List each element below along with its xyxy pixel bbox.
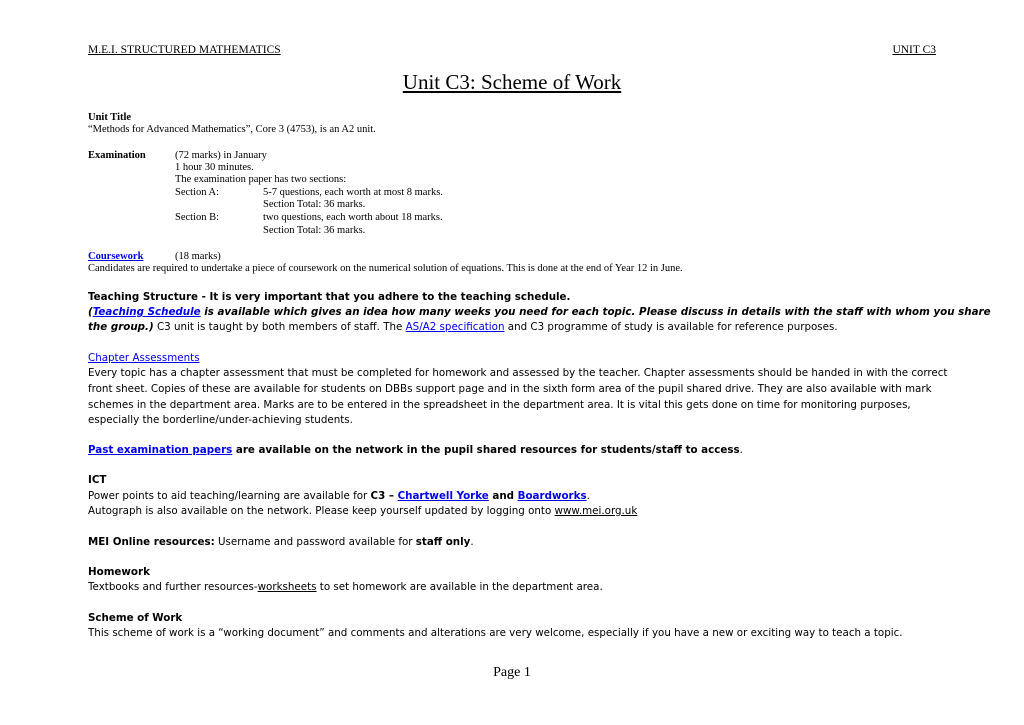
past-papers-end: . (739, 444, 743, 456)
teaching-structure-line2 (88, 304, 991, 320)
mei-online-end: . (470, 536, 474, 548)
section-a-label: Section A: (175, 187, 220, 198)
homework-line (88, 579, 603, 595)
mei-online-text: Username and password available for (214, 536, 416, 548)
scheme-heading: Scheme of Work (88, 612, 183, 624)
past-papers-link[interactable]: Past examination papers (88, 444, 233, 456)
homework-text-after: to set homework are available in the department area. (316, 581, 603, 593)
chapter-assessments-line1: Every topic has a chapter assessment that must be completed for homework and assessed by the teacher. Chapter assessments should be handed in with the correct (88, 367, 948, 379)
the-group-text: the group.) (88, 321, 154, 333)
chapter-assessments-line4: especially the borderline/under-achieving students. (88, 414, 353, 426)
unit-title-heading: Unit Title (88, 112, 132, 123)
teaching-schedule-text: is available which gives an idea how many weeks you need for each topic. Please discuss in details with the staff with whom you share (200, 306, 991, 318)
chapter-assessments-line3: schemes in the department area. Marks are to be entered in the spreadsheet in the department area. It is vital this gets done on time for monitoring purposes, (88, 399, 911, 411)
coursework-marks: (18 marks) (175, 251, 221, 262)
c3-label: C3 – (370, 490, 398, 502)
scheme-text: This scheme of work is a “working document” and comments and alterations are very welcome, especially if you have a new or exciting way to teach a topic. (88, 627, 903, 639)
section-b-line2: Section Total: 36 marks. (263, 225, 366, 236)
chartwell-yorke-link[interactable]: Chartwell Yorke (397, 490, 489, 502)
page-title: Unit C3: Scheme of Work (402, 70, 622, 94)
chapter-assessments-line2: front sheet. Copies of these are available for students on DBBs support page and in the sixth form area of the pupil shared drive. They are also available with mark (88, 383, 932, 395)
past-papers-text: are available on the network in the pupil shared resources for students/staff to access (232, 444, 740, 456)
ict-line1-end: . (586, 490, 590, 502)
boardworks-link[interactable]: Boardworks (517, 490, 587, 502)
open-paren: ( (88, 306, 93, 318)
mei-url-link[interactable]: www.mei.org.uk (554, 505, 638, 517)
ict-heading: ICT (88, 474, 107, 486)
section-a-line1: 5-7 questions, each worth at most 8 marks. (263, 187, 443, 198)
unit-title-text: “Methods for Advanced Mathematics”, Core 3 (4753), is an A2 unit. (88, 124, 376, 135)
header-right: UNIT C3 (892, 44, 936, 56)
programme-text: and C3 programme of study is available for reference purposes. (504, 321, 838, 333)
chapter-assessments-link[interactable]: Chapter Assessments (88, 352, 200, 364)
exam-line-marks: (72 marks) in January (175, 150, 267, 161)
coursework-text: Candidates are required to undertake a piece of coursework on the numerical solution of equations. This is done at the end of Year 12 in June. (88, 263, 683, 274)
section-b-line1: two questions, each worth about 18 marks. (263, 212, 443, 223)
teaching-structure-line3 (88, 319, 838, 335)
specification-link[interactable]: AS/A2 specification (405, 321, 505, 333)
homework-heading: Homework (88, 566, 150, 578)
and-text: and (488, 490, 518, 502)
section-a-line2: Section Total: 36 marks. (263, 199, 366, 210)
taught-by-text: C3 unit is taught by both members of staff. The (153, 321, 406, 333)
mei-online-label: MEI Online resources: (88, 536, 215, 548)
autograph-text: Autograph is also available on the network. Please keep yourself updated by logging onto (88, 505, 555, 517)
teaching-schedule-link[interactable]: Teaching Schedule (92, 306, 201, 318)
examination-label: Examination (88, 150, 146, 161)
mei-online-line (88, 534, 474, 550)
ict-line1 (88, 488, 590, 504)
section-b-label: Section B: (175, 212, 220, 223)
teaching-structure-heading: Teaching Structure - It is very important that you adhere to the teaching schedule. (88, 291, 571, 303)
exam-line-duration: 1 hour 30 minutes. (175, 162, 254, 173)
page-number: Page 1 (493, 665, 531, 680)
ict-line2 (88, 503, 637, 519)
worksheets-link[interactable]: worksheets (257, 581, 317, 593)
coursework-link[interactable]: Coursework (88, 251, 144, 262)
powerpoints-text: Power points to aid teaching/learning are available for (88, 490, 371, 502)
exam-line-sections: The examination paper has two sections: (175, 174, 347, 185)
staff-only-text: staff only (415, 536, 471, 548)
header-left: M.E.I. STRUCTURED MATHEMATICS (88, 44, 281, 56)
past-papers-line (88, 442, 743, 458)
homework-text-before: Textbooks and further resources- (88, 581, 258, 593)
